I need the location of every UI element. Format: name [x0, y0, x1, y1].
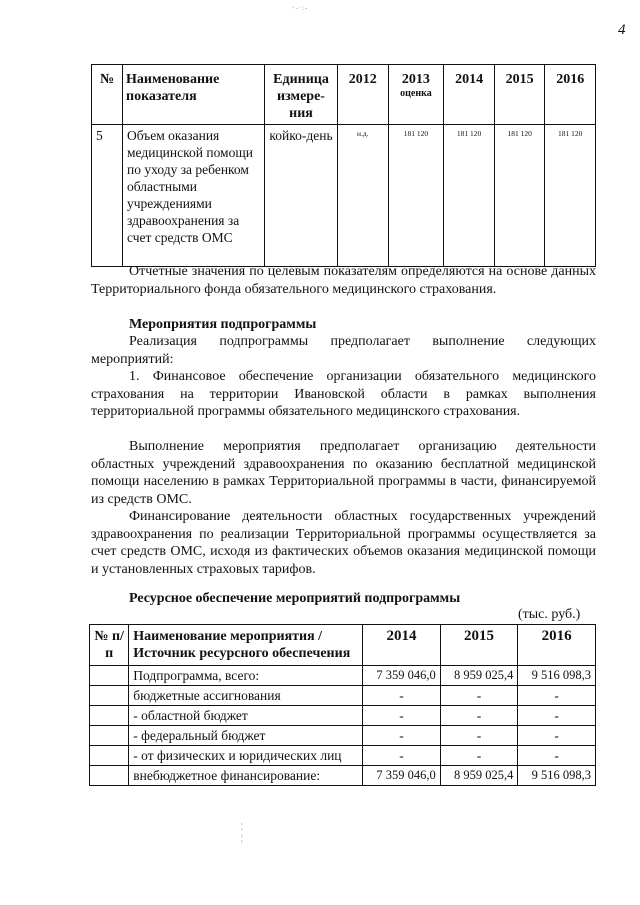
table-row: [90, 686, 596, 706]
paragraph-measure-1: 1. Финансовое обеспечение организации обязательного медицинского страхования на территории Ивановской области в рамках выполнения территориальной программы обязательного медицинского страхования.: [91, 369, 596, 419]
paragraph-implementation: Реализация подпрограммы предполагает выполнение следующих мероприятий:: [91, 334, 596, 367]
units-label: (тыс. руб.): [518, 607, 581, 622]
cell-num: [90, 726, 129, 746]
cell-2016: -: [518, 746, 596, 766]
cell-2016: -: [518, 706, 596, 726]
cell-name: - областной бюджет: [129, 706, 363, 726]
scan-artifact: ¦ ¦: [241, 821, 243, 843]
cell-2015: 8 959 025,4: [440, 766, 518, 786]
cell-2015: -: [440, 746, 518, 766]
header-2012: 2012: [338, 65, 389, 125]
page-number: 4: [618, 22, 626, 38]
table-header-row: [90, 625, 596, 666]
cell-name: Подпрограмма, всего:: [129, 666, 363, 686]
cell-2014: 7 359 046,0: [363, 766, 441, 786]
cell-2015: 181 120: [494, 125, 545, 267]
header-2014: 2014: [363, 625, 441, 666]
header-2015: 2015: [494, 65, 545, 125]
cell-name: бюджетные ассигнования: [129, 686, 363, 706]
cell-2015: 8 959 025,4: [440, 666, 518, 686]
target-indicator-table: [91, 64, 596, 267]
cell-2016: 9 516 098,3: [518, 666, 596, 686]
cell-unit: койко-день: [265, 125, 338, 267]
cell-2014: 7 359 046,0: [363, 666, 441, 686]
table-header-row: [92, 65, 596, 125]
cell-num: [90, 686, 129, 706]
scan-mark: ·-·:-: [292, 4, 309, 12]
paragraph-reporting: Отчетные значения по целевым показателям определяются на основе данных Территориального фонда обязательного медицинского страхования.: [91, 264, 596, 297]
header-2016: 2016: [545, 65, 596, 125]
resource-table: [89, 624, 596, 786]
cell-num: [90, 766, 129, 786]
header-name: Наименование мероприятия / Источник ресурсного обеспечения: [129, 625, 363, 666]
table-row: [92, 125, 596, 267]
section-title-resources: Ресурсное обеспечение мероприятий подпрограммы: [129, 591, 461, 606]
header-num: № п/п: [90, 625, 129, 666]
header-num: №: [92, 65, 123, 125]
cell-2016: -: [518, 726, 596, 746]
cell-2014: -: [363, 706, 441, 726]
header-name: Наименование показателя: [123, 65, 265, 125]
header-2013: [388, 65, 444, 125]
cell-name: Объем оказания медицинской помощи по уходу за ребенком областными учреждениями здравоохранения за счет средств ОМС: [123, 125, 265, 267]
cell-2012: н.д.: [338, 125, 389, 267]
cell-2015: -: [440, 726, 518, 746]
header-2016: 2016: [518, 625, 596, 666]
header-2013-year: 2013: [401, 72, 430, 87]
cell-name: - федеральный бюджет: [129, 726, 363, 746]
table-row: [90, 766, 596, 786]
cell-num: [90, 666, 129, 686]
cell-num: [90, 706, 129, 726]
cell-2016: -: [518, 686, 596, 706]
header-unit: Единица измере-ния: [265, 65, 338, 125]
cell-num: 5: [92, 125, 123, 267]
table-row: [90, 666, 596, 686]
cell-2013: 181 120: [388, 125, 444, 267]
cell-2014: -: [363, 686, 441, 706]
table-row: [90, 746, 596, 766]
cell-2014: -: [363, 746, 441, 766]
cell-num: [90, 746, 129, 766]
header-2015: 2015: [440, 625, 518, 666]
cell-name: внебюджетное финансирование:: [129, 766, 363, 786]
cell-2015: -: [440, 686, 518, 706]
table-row: [90, 706, 596, 726]
cell-2015: -: [440, 706, 518, 726]
section-title-measures: Мероприятия подпрограммы: [129, 317, 317, 332]
paragraph-financing: Финансирование деятельности областных государственных учреждений здравоохранения по реализации Территориальной программы осуществляется за счет средств ОМС, исходя из фактических объемов оказания медицинской помощи и установленных страховых тарифов.: [91, 509, 596, 577]
table-row: [90, 726, 596, 746]
cell-2014: 181 120: [444, 125, 495, 267]
paragraph-execution: Выполнение мероприятия предполагает организацию деятельности областных учреждений здравоохранения по оказанию бесплатной медицинской помощи населению в рамках Территориальной программы в части, финансируемой из средств ОМС.: [91, 439, 596, 507]
cell-name: - от физических и юридических лиц: [129, 746, 363, 766]
cell-2016: 9 516 098,3: [518, 766, 596, 786]
header-2013-sub: оценка: [400, 88, 432, 99]
cell-2014: -: [363, 726, 441, 746]
cell-2016: 181 120: [545, 125, 596, 267]
header-2014: 2014: [444, 65, 495, 125]
